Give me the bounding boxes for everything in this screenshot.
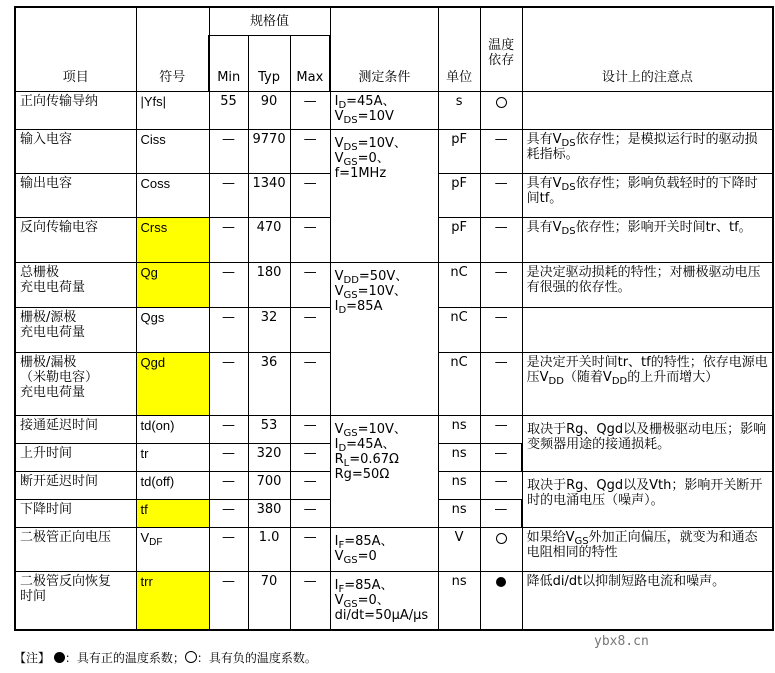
negative-temp-coefficient-icon (496, 97, 507, 108)
unit-cell: ns (438, 499, 480, 527)
min-cell: — (209, 471, 248, 499)
item-cell: 下降时间 (15, 499, 136, 527)
min-cell: 55 (209, 91, 248, 129)
temp-cell: — (480, 173, 522, 217)
condition-cell: $V_{DD}=50V$、 $V_{GS}=10V$、 $I_D=85A$ (330, 262, 438, 415)
symbol-cell: td(on) (136, 415, 209, 443)
typ-cell: 32 (248, 307, 290, 352)
symbol-cell: tf (136, 499, 209, 527)
min-cell: — (209, 499, 248, 527)
header-design-notes: 设计上的注意点 (522, 7, 773, 91)
item-cell: 二极管反向恢复 时间 (15, 571, 136, 630)
note-cell: 具有$V_{DS}$依存性；是模拟运行时的驱动损耗指标。 (522, 129, 773, 173)
header-symbol: 符号 (136, 7, 209, 91)
note-cell: 具有$V_{DS}$依存性；影响开关时间tr、tf。 (522, 217, 773, 262)
item-cell: 接通延迟时间 (15, 415, 136, 443)
condition-cell: $I_F=85A$、 $V_{GS}=0$ (330, 527, 438, 571)
temp-cell: — (480, 129, 522, 173)
item-cell: 总栅极 充电电荷量 (15, 262, 136, 307)
item-cell: 栅极/漏极 （米勒电容） 充电电荷量 (15, 352, 136, 415)
typ-cell: 36 (248, 352, 290, 415)
typ-cell: 700 (248, 471, 290, 499)
min-cell: — (209, 415, 248, 443)
item-cell: 反向传输电容 (15, 217, 136, 262)
footnote (14, 649, 317, 666)
temp-cell: — (480, 262, 522, 307)
note-cell: 是决定驱动损耗的特性；对栅极驱动电压有很强的依存性。 (522, 262, 773, 307)
header-max: Max (290, 35, 330, 91)
note-cell: 取决于Rg、Qgd以及栅极驱动电压；影响变频器用途的接通损耗。 (522, 415, 773, 471)
typ-cell: 320 (248, 443, 290, 471)
item-cell: 输出电容 (15, 173, 136, 217)
unit-cell: nC (438, 307, 480, 352)
temp-cell: — (480, 415, 522, 443)
open-circle-icon (185, 651, 197, 663)
min-cell: — (209, 307, 248, 352)
temp-cell (480, 91, 522, 129)
table-row (15, 527, 773, 571)
negative-temp-coefficient-icon (496, 533, 507, 544)
min-cell: — (209, 173, 248, 217)
unit-cell: nC (438, 352, 480, 415)
note-cell (522, 307, 773, 352)
symbol-cell: Qgs (136, 307, 209, 352)
watermark: ybx8.cn (594, 634, 649, 649)
typ-cell: 470 (248, 217, 290, 262)
header-temp-dependence: 温度 依存 (480, 7, 522, 91)
item-cell: 输入电容 (15, 129, 136, 173)
max-cell: — (290, 307, 330, 352)
temp-cell (480, 527, 522, 571)
table-row (15, 571, 773, 630)
max-cell: — (290, 129, 330, 173)
unit-cell: ns (438, 443, 480, 471)
symbol-cell: trr (136, 571, 209, 630)
spec-table (14, 6, 774, 631)
symbol-cell: tr (136, 443, 209, 471)
item-cell: 断开延迟时间 (15, 471, 136, 499)
unit-cell: ns (438, 471, 480, 499)
header-item: 项目 (15, 7, 136, 91)
max-cell: — (290, 217, 330, 262)
min-cell: — (209, 217, 248, 262)
min-cell: — (209, 262, 248, 307)
unit-cell: ns (438, 415, 480, 443)
min-cell: — (209, 527, 248, 571)
item-cell: 栅极/源极 充电电荷量 (15, 307, 136, 352)
condition-cell: $V_{GS}=10V$、 $I_D=45A$、 $R_L=0.67\Omega$ Rg=50Ω (330, 415, 438, 527)
typ-cell: 90 (248, 91, 290, 129)
condition-cell: $V_{DS}=10V$、 $V_{GS}=0$、 f=1MHz (330, 129, 438, 262)
unit-cell: s (438, 91, 480, 129)
condition-cell: $I_F=85A$、 $V_{GS}=0$、 di/dt=50μA/μs (330, 571, 438, 630)
positive-temp-coefficient-icon (496, 577, 506, 587)
min-cell: — (209, 352, 248, 415)
max-cell: — (290, 352, 330, 415)
symbol-cell: $V_{DF}$ (136, 527, 209, 571)
symbol-cell: Qgd (136, 352, 209, 415)
symbol-cell: Coss (136, 173, 209, 217)
condition-cell: $I_D=45A$、 $V_{DS}=10V$ (330, 91, 438, 129)
symbol-cell: td(off) (136, 471, 209, 499)
max-cell: — (290, 443, 330, 471)
temp-cell: — (480, 307, 522, 352)
max-cell: — (290, 262, 330, 307)
min-cell: — (209, 129, 248, 173)
footnote-label: 【注】 (14, 651, 51, 665)
header-spec-value: 规格值 (209, 7, 330, 35)
temp-cell: — (480, 471, 522, 499)
temp-cell: — (480, 443, 522, 471)
min-cell: — (209, 443, 248, 471)
note-cell: 降低di/dt以抑制短路电流和噪声。 (522, 571, 773, 630)
header-condition: 测定条件 (330, 7, 438, 91)
typ-cell: 9770 (248, 129, 290, 173)
symbol-cell: Qg (136, 262, 209, 307)
symbol-cell: |Yfs| (136, 91, 209, 129)
max-cell: — (290, 173, 330, 217)
note-cell: 具有$V_{DS}$依存性；影响负载轻时的下降时间tf。 (522, 173, 773, 217)
filled-circle-icon (54, 652, 65, 663)
min-cell: — (209, 571, 248, 630)
typ-cell: 180 (248, 262, 290, 307)
footnote-positive: ：具有正的温度系数； (64, 651, 185, 665)
temp-cell (480, 571, 522, 630)
max-cell: — (290, 471, 330, 499)
max-cell: — (290, 527, 330, 571)
temp-cell: — (480, 499, 522, 527)
table-row (15, 91, 773, 129)
temp-cell: — (480, 217, 522, 262)
temp-cell: — (480, 352, 522, 415)
item-cell: 上升时间 (15, 443, 136, 471)
max-cell: — (290, 91, 330, 129)
footnote-negative: ：具有负的温度系数。 (196, 651, 317, 665)
item-cell: 正向传输导纳 (15, 91, 136, 129)
table-row (15, 262, 773, 307)
unit-cell: V (438, 527, 480, 571)
item-cell: 二极管正向电压 (15, 527, 136, 571)
note-cell: 取决于Rg、Qgd以及Vth；影响开关断开时的电涌电压（噪声）。 (522, 471, 773, 527)
header-min: Min (209, 35, 248, 91)
max-cell: — (290, 415, 330, 443)
typ-cell: 1340 (248, 173, 290, 217)
table-row (15, 415, 773, 443)
note-cell: 是决定开关时间tr、tf的特性；依存电源电压$V_{DD}$（随着$V_{DD}$的上升而增大） (522, 352, 773, 415)
typ-cell: 53 (248, 415, 290, 443)
typ-cell: 380 (248, 499, 290, 527)
typ-cell: 1.0 (248, 527, 290, 571)
unit-cell: pF (438, 129, 480, 173)
note-cell: 如果给$V_{GS}$外加正向偏压，就变为和通态电阻相同的特性 (522, 527, 773, 571)
symbol-cell: Ciss (136, 129, 209, 173)
typ-cell: 70 (248, 571, 290, 630)
note-cell (522, 91, 773, 129)
symbol-cell: Crss (136, 217, 209, 262)
unit-cell: ns (438, 571, 480, 630)
header-unit: 单位 (438, 7, 480, 91)
max-cell: — (290, 571, 330, 630)
table-row (15, 129, 773, 173)
unit-cell: nC (438, 262, 480, 307)
unit-cell: pF (438, 173, 480, 217)
unit-cell: pF (438, 217, 480, 262)
max-cell: — (290, 499, 330, 527)
header-typ: Typ (248, 35, 290, 91)
